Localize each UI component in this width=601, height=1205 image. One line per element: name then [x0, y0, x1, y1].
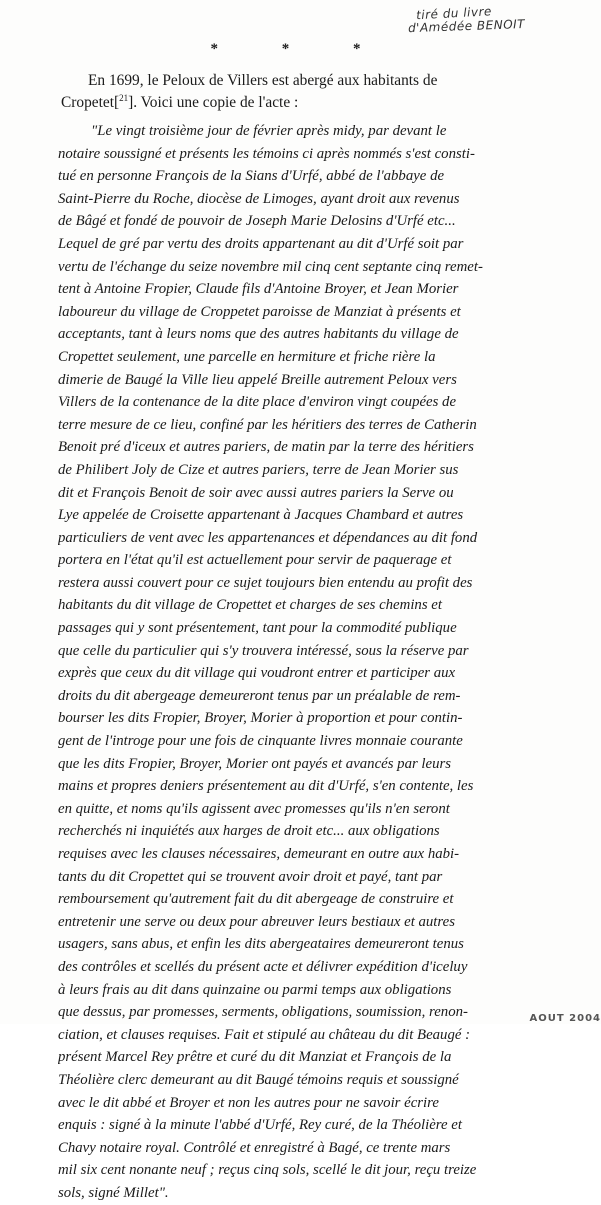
quote-line: des contrôles et scellés du présent acte et délivrer expédition d'iceluy [58, 956, 578, 979]
quote-line: particuliers de vent avec les appartenances et dépendances au dit fond [58, 527, 578, 550]
quote-line: portera en l'état qu'il est actuellement pour servir de paquerage et [58, 549, 578, 572]
quote-line: Lye appelée de Croisette appartenant à Jacques Chambard et autres [58, 504, 578, 527]
handwritten-note [402, 4, 592, 32]
quote-line: ciation, et clauses requises. Fait et stipulé au château du dit Beaugé : [58, 1024, 578, 1047]
quote-line: droits du dit abergeage demeureront tenus par un préalable de rem- [58, 685, 578, 708]
quote-line: usagers, sans abus, et enfin les dits abergeataires demeureront tenus [58, 933, 578, 956]
quote-line: acceptants, tant à leurs noms que des autres habitants du village de [58, 323, 578, 346]
quote-line: notaire soussigné et présents les témoins ci après nommés s'est consti- [58, 143, 578, 166]
quote-line: restera aussi couvert pour ce sujet toujours bien entendu au profit des [58, 572, 578, 595]
quote-line: exprès que ceux du dit village qui voudront entrer et participer aux [58, 662, 578, 685]
quote-line: recherchés ni inquiétés aux harges de droit etc... aux obligations [58, 820, 578, 843]
section-separator: * * * [0, 41, 601, 58]
quote-line: dit et François Benoit de soir avec aussi autres pariers la Serve ou [58, 482, 578, 505]
quote-line: mains et propres deniers présentement au dit d'Urfé, s'en contente, les [58, 775, 578, 798]
quote-line: sols, signé Millet". [58, 1182, 578, 1205]
quote-line: Cropettet seulement, une parcelle en hermiture et friche rière la [58, 346, 578, 369]
quote-line: remboursement qu'autrement fait du dit abergeage de construire et [58, 888, 578, 911]
handwritten-note-line-1: tiré du livre [402, 0, 592, 23]
intro-paragraph [88, 70, 437, 114]
quote-line: tent à Antoine Fropier, Claude fils d'Antoine Broyer, et Jean Morier [58, 278, 578, 301]
deed-quotation [58, 120, 578, 1205]
quote-line: que dessus, par promesses, serments, obligations, soumission, renon- [58, 1001, 578, 1024]
intro-line-1: En 1699, le Peloux de Villers est abergé aux habitants de [88, 70, 437, 92]
quote-line: de Philibert Joly de Cize et autres pariers, terre de Jean Morier sus [58, 459, 578, 482]
quote-line: requises avec les clauses nécessaires, demeurant en outre aux habi- [58, 843, 578, 866]
quote-line: Chavy notaire royal. Contrôlé et enregistré à Bagé, ce trente mars [58, 1137, 578, 1160]
quote-line: Villers de la contenance de la dite place d'environ vingt coupées de [58, 391, 578, 414]
page-corner-date: AOUT 2004 [530, 1013, 601, 1024]
quote-line: que celle du particulier qui s'y trouvera intéressé, sous la réserve par [58, 640, 578, 663]
quote-line: Lequel de gré par vertu des droits appartenant au dit d'Urfé soit par [58, 233, 578, 256]
intro-line-2-end: ]. Voici une copie de l'acte : [128, 94, 298, 111]
quote-line: passages qui y sont présentement, tant pour la commodité publique [58, 617, 578, 640]
quote-line: mil six cent nonante neuf ; reçus cinq sols, scellé le dit jour, reçu treize [58, 1159, 578, 1182]
quote-line: entretenir une serve ou deux pour abreuver leurs bestiaux et autres [58, 911, 578, 934]
quote-line: Théolière clerc demeurant au dit Baugé témoins requis et soussigné [58, 1069, 578, 1092]
quote-line: tué en personne François de la Sians d'Urfé, abbé de l'abbaye de [58, 165, 578, 188]
quote-line: à leurs frais au dit dans quinzaine ou parmi temps aux obligations [58, 979, 578, 1002]
quote-line: gent de l'introge pour une fois de cinquante livres monnaie courante [58, 730, 578, 753]
quote-line: dimerie de Baugé la Ville lieu appelé Breille autrement Peloux vers [58, 369, 578, 392]
quote-line: que les dits Fropier, Broyer, Morier ont payés et avancés par leurs [58, 753, 578, 776]
quote-line: enquis : signé à la minute l'abbé d'Urfé, Rey curé, de la Théolière et [58, 1114, 578, 1137]
quote-line: avec le dit abbé et Broyer et non les autres pour ne savoir écrire [58, 1092, 578, 1115]
quote-line: "Le vingt troisième jour de février après midy, par devant le [58, 120, 578, 143]
quote-line: habitants du dit village de Cropettet et charges de ses chemins et [58, 594, 578, 617]
quote-line: laboureur du village de Croppetet paroisse de Manziat à présents et [58, 301, 578, 324]
quote-line: en quitte, et noms qu'ils agissent avec promesses qu'ils n'en seront [58, 798, 578, 821]
intro-line-2 [61, 92, 437, 114]
quote-line: vertu de l'échange du seize novembre mil cinq cent septante cinq remet- [58, 256, 578, 279]
quote-line: terre mesure de ce lieu, confiné par les héritiers des terres de Catherin [58, 414, 578, 437]
quote-line: tants du dit Cropettet qui se trouvent avoir droit et payé, tant par [58, 866, 578, 889]
quote-line: Saint-Pierre du Roche, diocèse de Limoges, ayant droit aux revenus [58, 188, 578, 211]
handwritten-note-line-2: d'Amédée BENOIT [402, 15, 592, 36]
quote-line: Benoit pré d'iceux et autres pariers, de matin par la terre des héritiers [58, 436, 578, 459]
quote-line: bourser les dits Fropier, Broyer, Morier à proportion et pour contin- [58, 707, 578, 730]
quote-line: présent Marcel Rey prêtre et curé du dit Manziat et François de la [58, 1046, 578, 1069]
quote-line: de Bâgé et fondé de pouvoir de Joseph Marie Delosins d'Urfé etc... [58, 210, 578, 233]
intro-line-2-start: Cropetet[ [61, 94, 119, 111]
footnote-reference: 21 [119, 93, 128, 103]
